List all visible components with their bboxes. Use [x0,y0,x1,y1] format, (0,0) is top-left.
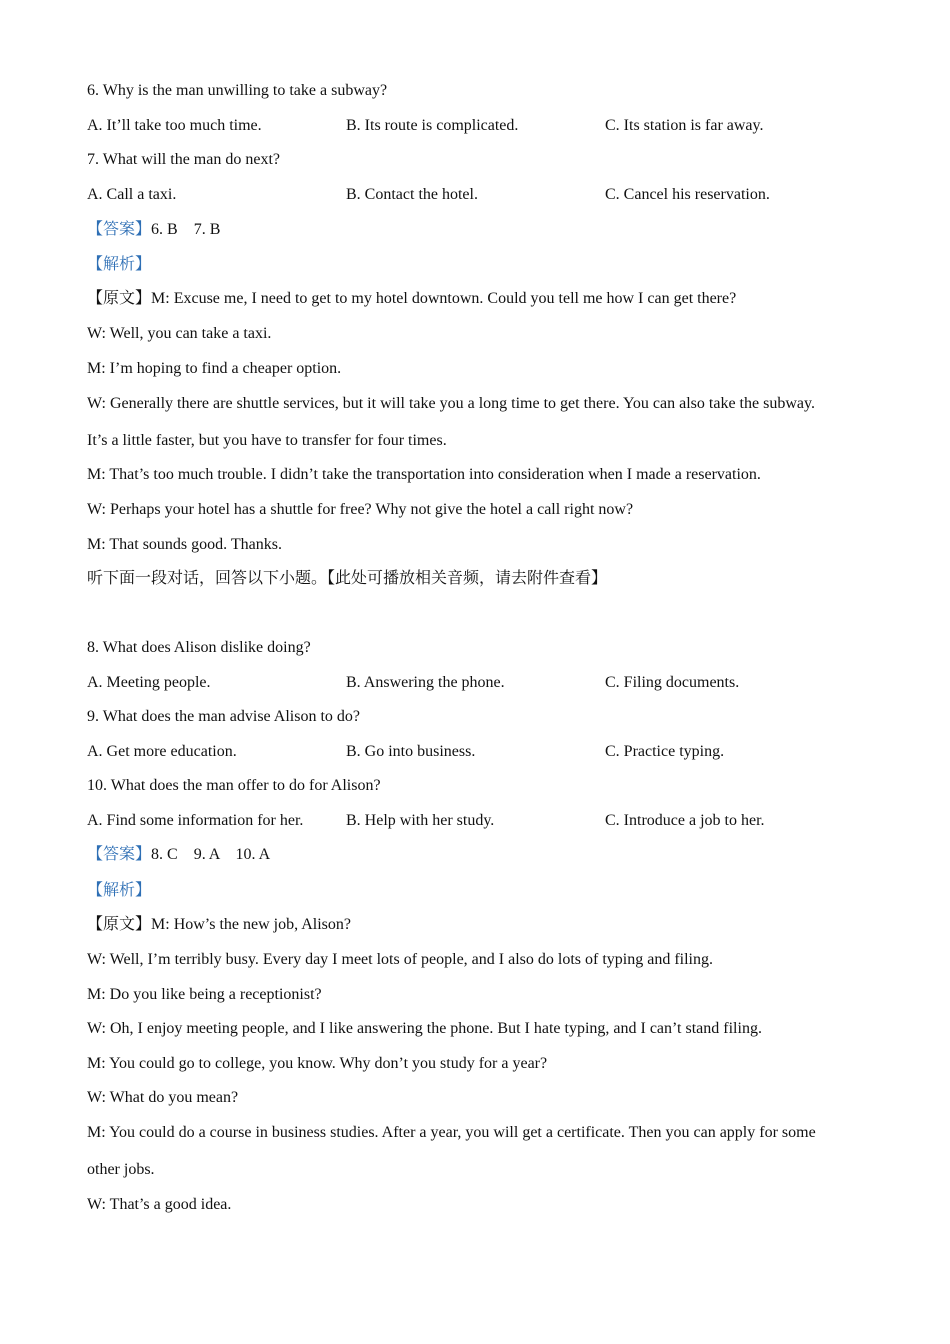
analysis-tag: 【解析】 [87,882,152,899]
q9-option-a: A. Get more education. [87,743,237,760]
transcript-1-line-3: M: I’m hoping to find a cheaper option. [87,360,342,377]
q6-option-b: B. Its route is complicated. [346,117,519,134]
transcript-1-line-5: It’s a little faster, but you have to transfer for four times. [87,432,447,449]
q8-option-a: A. Meeting people. [87,674,211,691]
analysis-tag: 【解析】 [87,256,152,273]
question-7-options [87,185,887,205]
transcript-text: M: Excuse me, I need to get to my hotel downtown. Could you tell me how I can get there? [151,290,737,307]
question-8-options [87,673,887,693]
transcript-2-line-1 [87,915,351,935]
transcript-2-line-4: W: Oh, I enjoy meeting people, and I like answering the phone. But I hate typing, and I can’t stand filing. [87,1020,762,1037]
q6-option-a: A. It’ll take too much time. [87,117,262,134]
transcript-1-line-7: W: Perhaps your hotel has a shuttle for free? Why not give the hotel a call right now? [87,501,634,518]
transcript-text: M: How’s the new job, Alison? [151,916,352,933]
answer-text: 6. B 7. B [151,221,221,238]
question-8: 8. What does Alison dislike doing? [87,639,311,656]
analysis-line-1 [87,255,151,275]
transcript-2-line-5: M: You could go to college, you know. Why don’t you study for a year? [87,1055,548,1072]
transcript-2-line-2: W: Well, I’m terribly busy. Every day I meet lots of people, and I also do lots of typing and filing. [87,951,713,968]
q10-option-b: B. Help with her study. [346,812,495,829]
transcript-2-line-8: other jobs. [87,1161,155,1178]
question-10: 10. What does the man offer to do for Alison? [87,777,381,794]
transcript-2-line-9: W: That’s a good idea. [87,1196,232,1213]
listening-instruction: 听下面一段对话，回答以下小题。【此处可播放相关音频，请去附件查看】 [87,570,608,587]
question-7: 7. What will the man do next? [87,151,280,168]
question-9-options [87,742,887,762]
answer-line-1 [87,220,220,240]
transcript-1-line-6: M: That’s too much trouble. I didn’t take the transportation into consideration when I made a reservation. [87,466,761,483]
transcript-1-line-8: M: That sounds good. Thanks. [87,536,282,553]
q7-option-a: A. Call a taxi. [87,186,177,203]
analysis-line-2 [87,881,151,901]
original-tag: 【原文】 [87,916,152,933]
q9-option-c: C. Practice typing. [605,743,725,760]
question-9: 9. What does the man advise Alison to do? [87,708,360,725]
q10-option-c: C. Introduce a job to her. [605,812,765,829]
q8-option-b: B. Answering the phone. [346,674,505,691]
question-6-options [87,116,887,136]
q8-option-c: C. Filing documents. [605,674,740,691]
transcript-1-line-4: W: Generally there are shuttle services, but it will take you a long time to get there. You can also take the subway. [87,395,815,412]
transcript-2-line-3: M: Do you like being a receptionist? [87,986,322,1003]
answer-line-2 [87,845,270,865]
q10-option-a: A. Find some information for her. [87,812,304,829]
question-10-options [87,811,887,831]
q7-option-c: C. Cancel his reservation. [605,186,770,203]
q7-option-b: B. Contact the hotel. [346,186,478,203]
transcript-1-line-1 [87,289,736,309]
transcript-2-line-6: W: What do you mean? [87,1089,239,1106]
question-6: 6. Why is the man unwilling to take a subway? [87,82,388,99]
answer-tag: 【答案】 [87,846,152,863]
transcript-2-line-7: M: You could do a course in business studies. After a year, you will get a certificate. Then you can apply for some [87,1124,816,1141]
original-tag: 【原文】 [87,290,152,307]
q6-option-c: C. Its station is far away. [605,117,764,134]
transcript-1-line-2: W: Well, you can take a taxi. [87,325,272,342]
answer-tag: 【答案】 [87,221,152,238]
q9-option-b: B. Go into business. [346,743,476,760]
answer-text: 8. C 9. A 10. A [151,846,271,863]
